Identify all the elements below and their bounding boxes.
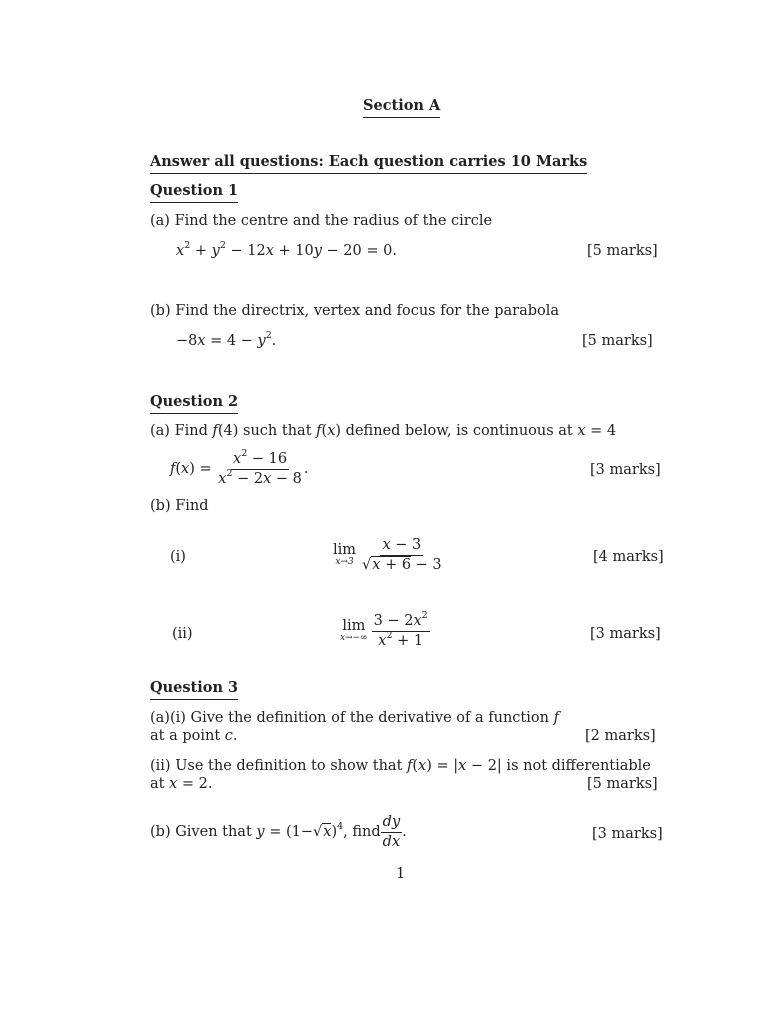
q1-part-a-marks: [5 marks] (587, 243, 658, 259)
q3-ai-line2: at a point c. (150, 728, 238, 744)
q3-aii-marks: [5 marks] (587, 776, 658, 792)
q1-part-b-marks: [5 marks] (582, 333, 653, 349)
q2-part-a-function: f(x) = $\frac{x^2 - 16}{x^2 - 2x - 8}$ . (170, 448, 309, 487)
question-1-heading: Question 1 (150, 184, 238, 203)
q2-bii-marks: [3 marks] (590, 626, 661, 642)
q3-part-b: (b) Given that $y = (1-√x)^4$ , find $\frac{dy}{dx}$ . (150, 814, 407, 850)
page-number: 1 (396, 866, 406, 882)
q1-part-a-text: (a) Find the centre and the radius of the circle (150, 213, 493, 229)
instructions: Answer all questions: Each question carries 10 Marks (150, 155, 587, 174)
question-2-heading: Question 2 (150, 395, 238, 414)
q3-aii-line2: at x = 2. (150, 776, 213, 792)
q2-bi-marks: [4 marks] (593, 549, 664, 565)
q3-ai-marks: [2 marks] (585, 728, 656, 744)
q2-bi-limit: lim x→3 $\frac{x - 3}{√x + 6 - 3}$ (333, 537, 442, 573)
q2-bi-label: (i) (170, 549, 186, 565)
q1-part-b-text: (b) Find the directrix, vertex and focus for the parabola (150, 303, 560, 319)
section-title: Section A (363, 99, 440, 118)
q2-part-a-text: (a) Find f(4) such that f(x) defined below, is continuous at x = 4 (150, 423, 617, 439)
q2-bii-label: (ii) (172, 626, 193, 642)
q2-part-b-text: (b) Find (150, 498, 209, 514)
q1-part-a-equation: $x^2 + y^2 - 12x + 10y - 20 = 0$. (176, 240, 397, 259)
q2-part-a-marks: [3 marks] (590, 462, 661, 478)
q3-aii-line1: (ii) Use the definition to show that f(x) = |x − 2| is not differentiable (150, 758, 651, 774)
q2-bii-limit: lim x→−∞ $\frac{3 - 2x^2}{x^2 + 1}$ (340, 610, 428, 649)
q3-part-b-marks: [3 marks] (592, 826, 663, 842)
q3-ai-line1: (a)(i) Give the definition of the derivative of a function f (150, 710, 559, 726)
q1-part-b-equation: $-8x = 4 - y^2$. (176, 330, 277, 349)
question-3-heading: Question 3 (150, 681, 238, 700)
